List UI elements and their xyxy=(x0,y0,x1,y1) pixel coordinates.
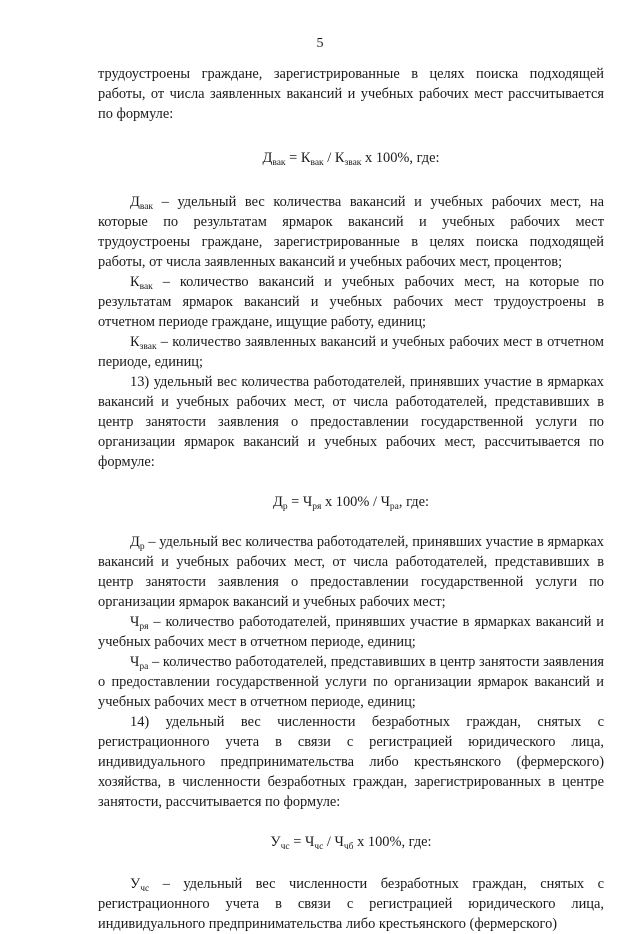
definition-chrya: $Ч_{ря}$ – количество работодателей, принявших участие в ярмарках вакансий и учебных рабочих мест в отчетном периоде, единиц; xyxy=(98,614,604,650)
formula-uchs: $У_{чс} = Ч_{чс} / Ч_{чб}$ х 100%, где: xyxy=(270,834,432,852)
definition-kvak: $К_{вак}$ – количество вакансий и учебных рабочих мест, на которые по результатам ярмарок вакансий и учебных рабочих мест трудоустроены в отчетном периоде граждане, ищущие работу, единиц; xyxy=(98,274,604,330)
item-13-paragraph: 13) удельный вес количества работодателей, принявших участие в ярмарках вакансий и учебных рабочих мест, от числа работодателей, представивших в центр занятости заявления о предоставлении государственной услуги по организации ярмарок вакансий и учебных рабочих мест, рассчитывается по формуле: xyxy=(98,374,604,470)
formula-dvak: $Д_{вак} = К_{вак} / К_{звак}$ х 100%, где: xyxy=(262,150,440,168)
definition-dr: $Д_р$ – удельный вес количества работодателей, принявших участие в ярмарках вакансий и учебных рабочих мест, от числа работодателей, представивших в центр занятости заявления о предоставлении государственной услуги по организации ярмарок вакансий и учебных рабочих мест; xyxy=(98,534,604,610)
definition-uchs: $У_{чс}$ – удельный вес численности безработных граждан, снятых с регистрационного учета в связи с регистрацией юридического лица, индивидуального предпринимательства либо крестьянского (фермерского) xyxy=(98,876,604,932)
definition-dvak: $Д_{вак}$ – удельный вес количества вакансий и учебных рабочих мест, на которые по результатам ярмарок вакансий и учебных рабочих мест трудоустроены граждане, зарегистрированные в целях поиска подходящей работы, от числа заявленных вакансий и учебных рабочих мест, процентов; xyxy=(98,194,605,270)
item-14-paragraph: 14) удельный вес численности безработных граждан, снятых с регистрационного учета в связи с регистрацией юридического лица, индивидуального предпринимательства либо крестьянского (фермерского) хозяйства, в численности безработных граждан, зарегистрированных в центре занятости, рассчитывается по формуле: xyxy=(98,714,604,810)
page-number: 5 xyxy=(316,36,324,51)
document-body xyxy=(98,64,604,934)
definition-chra: $Ч_{ра}$ – количество работодателей, представивших в центр занятости заявления о предоставлении государственной услуги по организации ярмарок вакансий и учебных рабочих мест в отчетном периоде, единиц; xyxy=(98,654,604,710)
intro-paragraph: трудоустроены граждане, зарегистрированные в целях поиска подходящей работы, от числа заявленных вакансий и учебных рабочих мест рассчитывается по формуле: xyxy=(98,66,604,122)
formula-dr: $Д_р = Ч_{ря}$ х $100\% / Ч_{ра}$, где: xyxy=(273,494,429,512)
definition-kzvak: $К_{звак}$ – количество заявленных вакансий и учебных рабочих мест в отчетном периоде, единиц; xyxy=(98,334,604,370)
